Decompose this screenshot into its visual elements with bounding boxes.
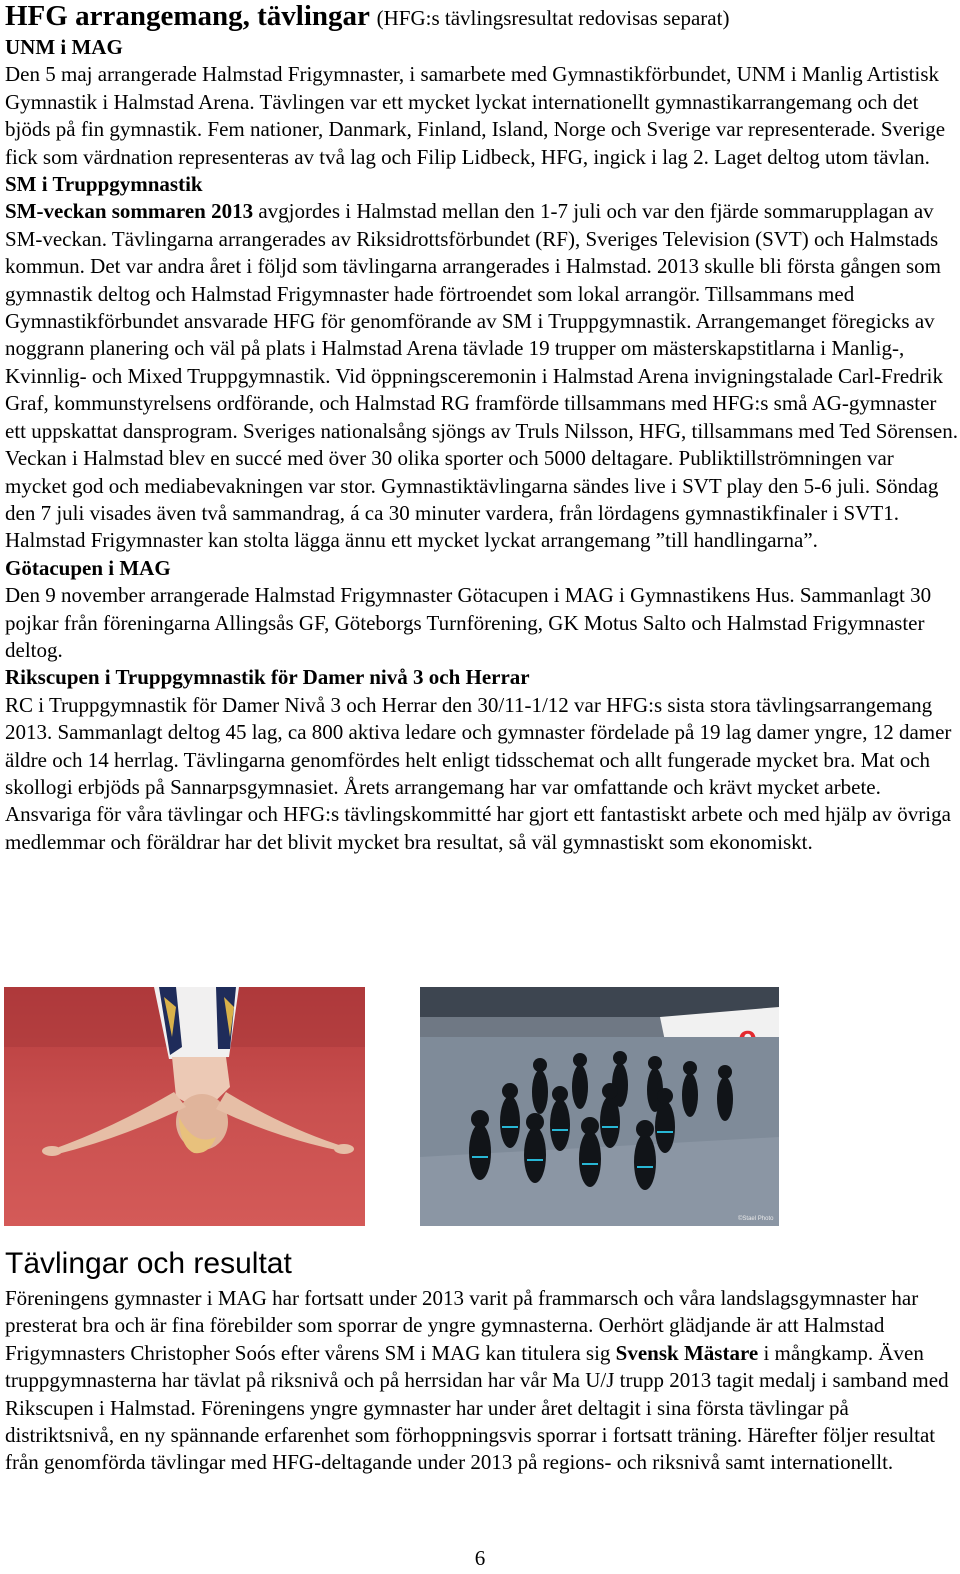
- results-body-start: Föreningens gymnaster i MAG har fortsatt under 2013 varit på frammarsch och våra landslagsgymnaster har presterat bra och är fina förebilder som sporrar de yngre gymnasterna. Oerhört glädjande är att Halmstad Frigymnasters Christopher Soós efter vårens SM i MAG kan titulera sig: [5, 1286, 919, 1365]
- title-text: HFG arrangemang, tävlingar: [5, 0, 370, 32]
- sm-body: avgjordes i Halmstad mellan den 1-7 juli och var den fjärde sommarupplagan av SM-veckan. Tävlingarna arrangerades av Riksidrottsförbundet (RF), Sveriges Television (SVT) och Halmstads kommun. Det var andra året i följd som tävlingarna arrangerades i Halmstad. 2013 skulle bli första gången som gymnastik deltog och Halmstad Frigymnaster hade förtroendet som lokal arrangör. Tillsammans med Gymnastikförbundet ansvarade HFG för genomförande av SM i Truppgymnastik. Arrangemanget föregicks av noggrann planering och väl på plats i Halmstad Arena tävlade 19 trupper om mästerskapstitlarna i Manlig-, Kvinnlig- och Mixed Truppgymnastik. Vid öppningsceremonin i Halmstad Arena invigningstalade Carl-Fredrik Graf, kommunstyrelsens ordförande, och Halmstad RG framförde tillsammans med HFG:s små AG-gymnaster ett uppskattat dansprogram. Sveriges nationalsång sjöngs av Truls Nilsson, HFG, tillsammans med Ted Sörensen. Veckan i Halmstad blev en succé med över 30 olika sporter och 5000 deltagare. Publiktillströmningen var mycket god och mediabevakningen var stor. Gymnastiktävlingarna sändes live i SVT play den 5-6 juli. Söndag den 7 juli visades även två sammandrag, á ca 30 minuter vardera, från lördagens gymnastikfinaler i SVT1. Halmstad Frigymnaster kan stolta lägga ännu ett mycket lyckat arrangemang ”till handlingarna”.: [5, 199, 958, 553]
- gymnast-floor-photo: [4, 987, 365, 1226]
- paragraph-results: [5, 1285, 960, 1477]
- title-subtitle: (HFG:s tävlingsresultat redovisas separat): [376, 6, 730, 30]
- heading-gotacupen: Götacupen i MAG: [5, 555, 171, 580]
- results-body-end: i mångkamp. Även truppgymnasterna har tävlat på riksnivå och på herrsidan har vår Ma U/J trupp 2013 tagit medalj i samband med Rikscupen i Halmstad. Föreningens yngre gymnaster har under året deltagit i sina första tävlingar på distriktsnivå, en ny spännande erfarenhet som förhoppningsvis sporrar i fortsatt träning. Härefter följer resultat från genomförda tävlingar med HFG-deltagande under 2013 på regions- och riksnivå samt internationellt.: [5, 1340, 949, 1475]
- page-number: 6: [474, 1546, 486, 1570]
- page-title: [5, 0, 960, 34]
- heading-unm: UNM i MAG: [5, 35, 123, 59]
- photo-credit: ©Stael Photo: [738, 1216, 774, 1222]
- team-gymnastics-photo: [420, 987, 779, 1226]
- heading-sm: SM i Truppgymnastik: [5, 172, 203, 197]
- paragraph-gotacupen: Den 9 november arrangerade Halmstad Frigymnaster Götacupen i MAG i Gymnastikens Hus. Sammanlagt 30 pojkar från föreningarna Allingsås GF, Göteborgs Turnförening, GK Motus Salto och Halmstad Frigymnaster deltog.: [5, 583, 932, 662]
- results-section: [5, 1247, 960, 1477]
- paragraph-rikscupen: RC i Truppgymnastik för Damer Nivå 3 och Herrar den 30/11-1/12 var HFG:s sista stora tävlingsarrangemang 2013. Sammanlagt deltog 45 lag, ca 800 aktiva ledare och gymnaster fördelade på 19 lag damer yngre, 12 damer äldre och 14 herrlag. Tävlingarna genomfördes helt enligt tidsschemat och allt fungerade mycket bra. Mat och skollogi erbjöds på Sannarpsgymnasiet. Årets arrangemang har var omfattande och krävt mycket arbete. Ansvariga för våra tävlingar och HFG:s tävlingskommitté har gjort ett fantastiskt arbete och med hjälp av övriga medlemmar och föräldrar har det blivit mycket bra resultat, så väl gymnastiskt som ekonomiskt.: [5, 692, 952, 854]
- team-gymnastics-icon: [420, 987, 779, 1226]
- arrangements-section: [5, 0, 960, 856]
- gymnast-floor-icon: [4, 987, 365, 1226]
- heading-rikscupen: Rikscupen i Truppgymnastik för Damer nivå 3 och Herrar: [5, 665, 530, 690]
- results-heading: Tävlingar och resultat: [5, 1247, 292, 1280]
- results-body-bold: Svensk Mästare: [615, 1340, 759, 1365]
- sm-lead-bold: SM-veckan sommaren 2013: [5, 199, 254, 224]
- paragraph-sm: [5, 198, 960, 554]
- paragraph-unm: Den 5 maj arrangerade Halmstad Frigymnaster, i samarbete med Gymnastikförbundet, UNM i Manlig Artistisk Gymnastik i Halmstad Arena. Tävlingen var ett mycket lyckat internationellt gymnastikarrangemang och det bjöds på fin gymnastik. Fem nationer, Danmark, Finland, Island, Norge och Sverige var representerade. Sverige fick som värdnation representeras av två lag och Filip Lidbeck, HFG, ingick i lag 2. Laget deltog utom tävlan.: [5, 62, 946, 169]
